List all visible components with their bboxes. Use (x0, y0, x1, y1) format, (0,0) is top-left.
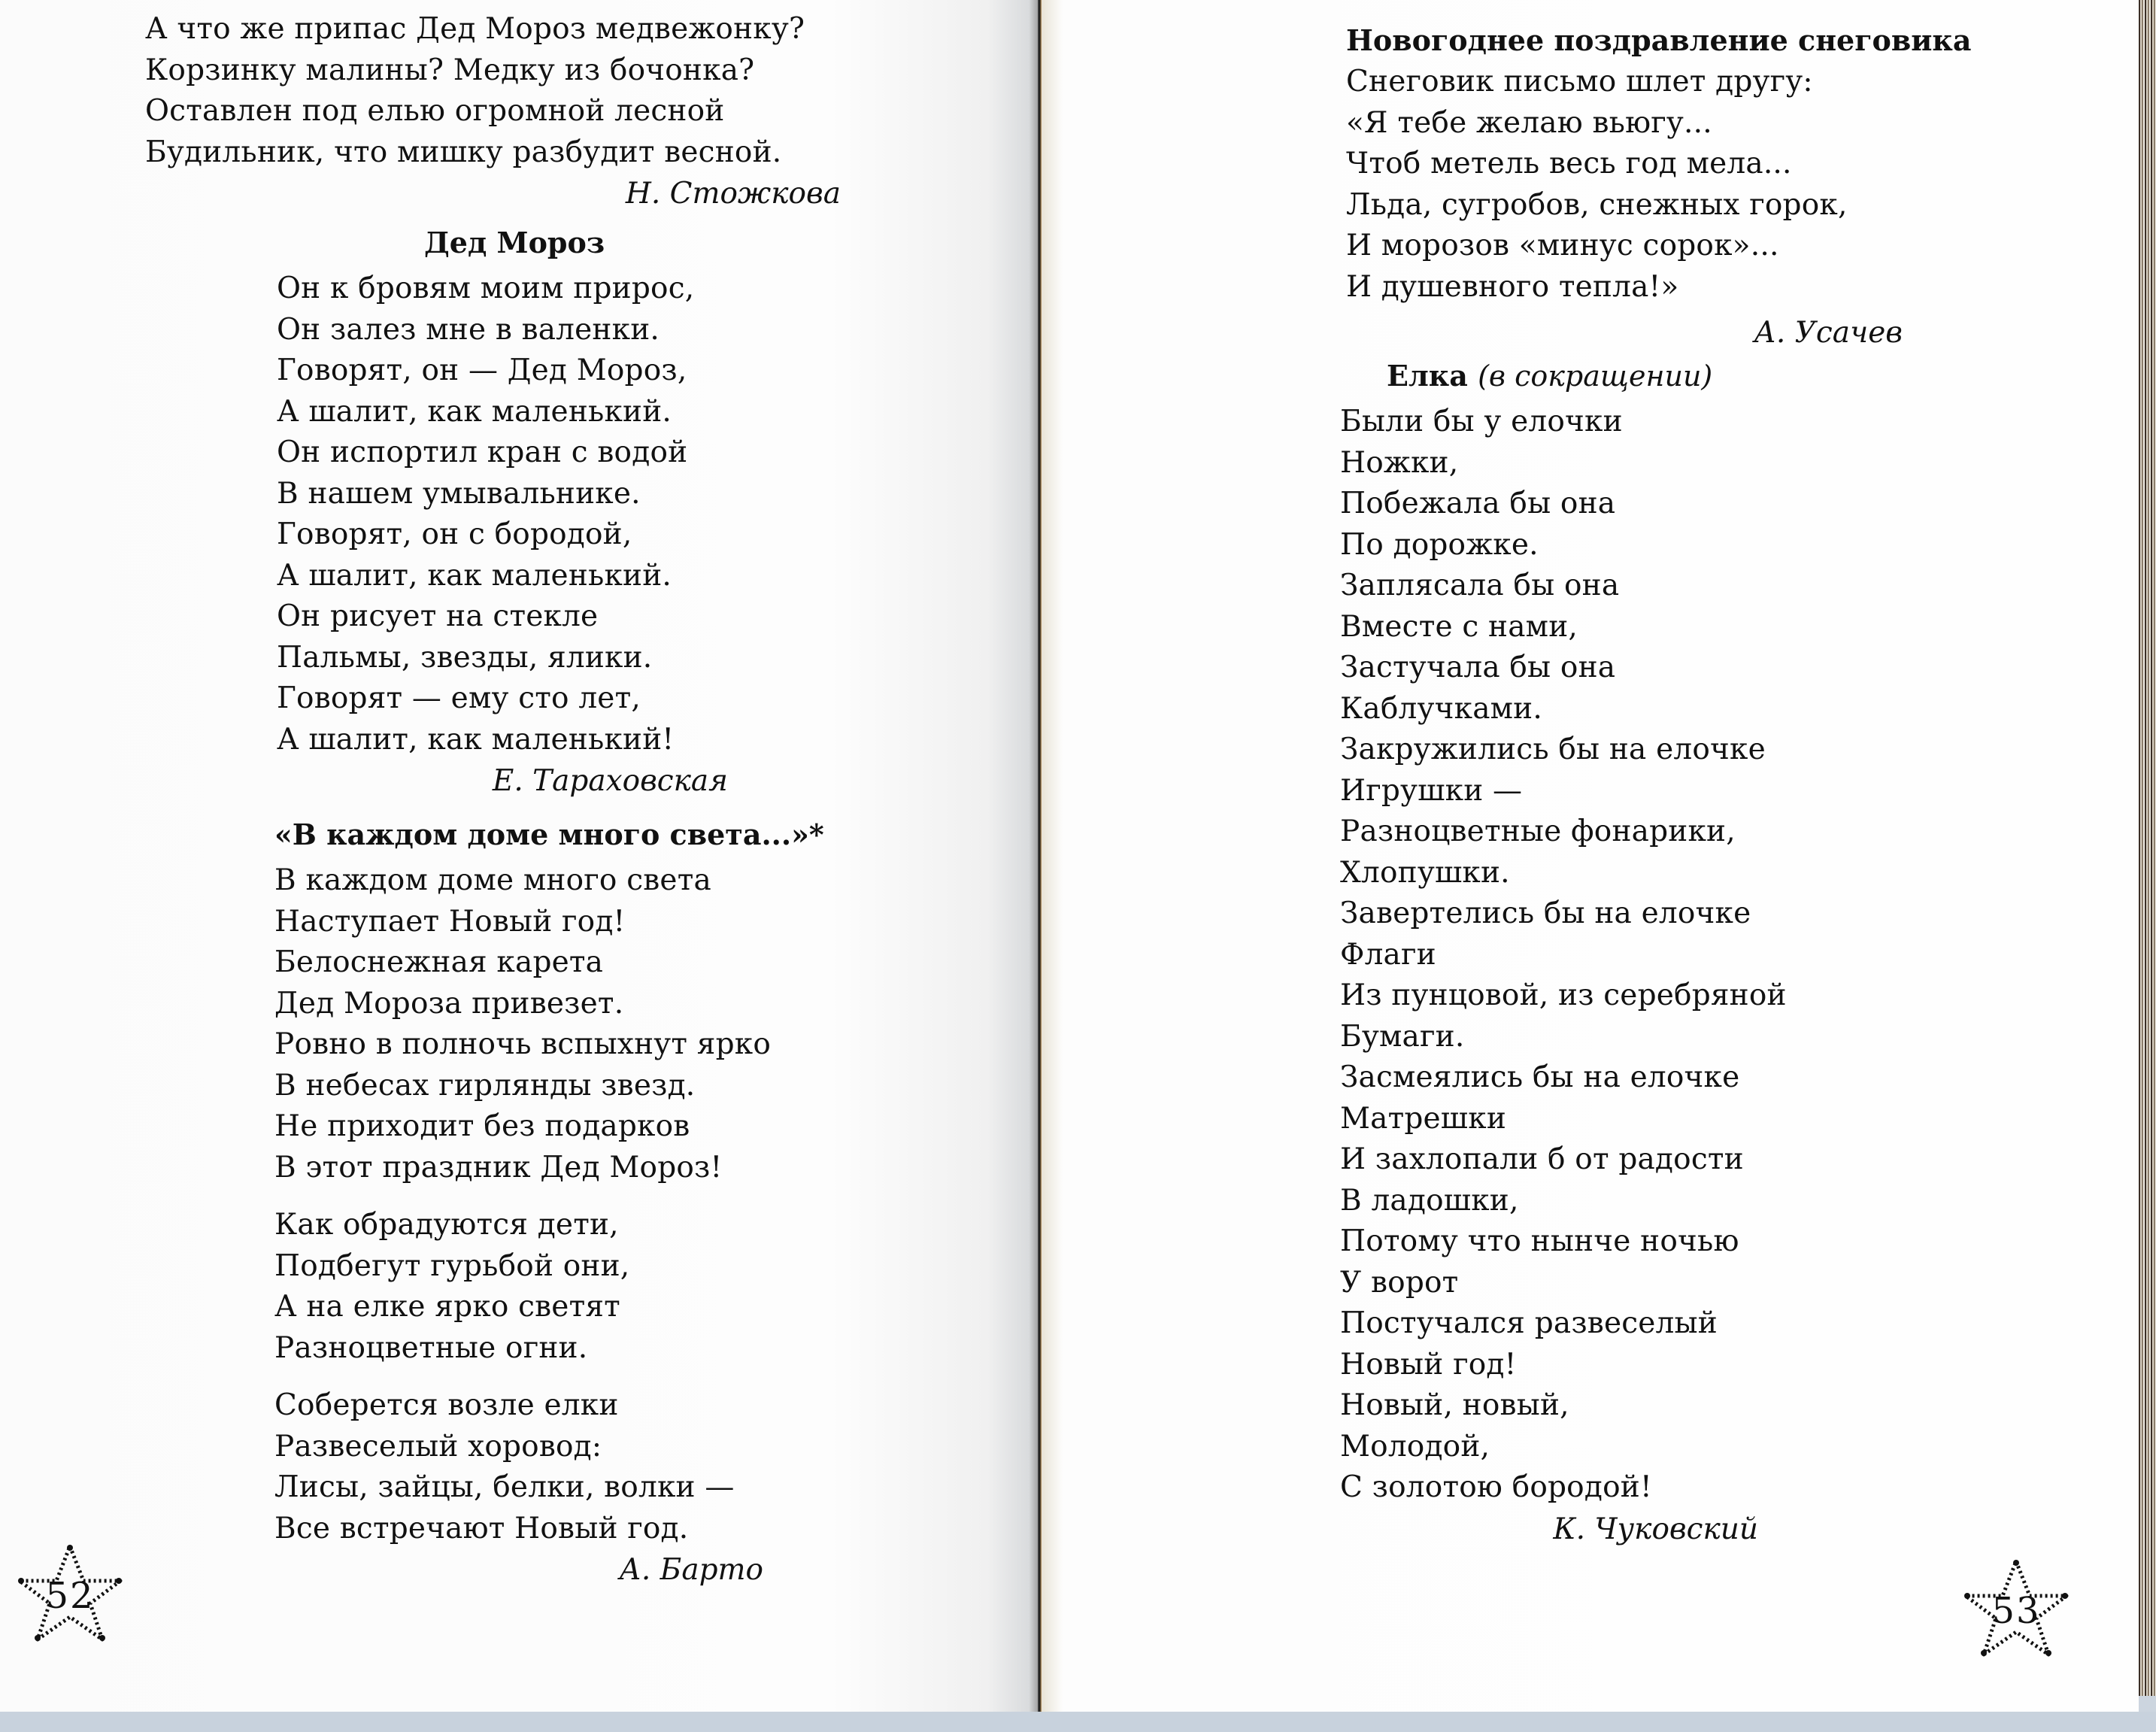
poem-line: Постучался развеселый (1340, 1306, 1718, 1340)
poem-line: «Я тебе желаю вьюгу... (1346, 105, 1712, 140)
poem-line: Будильник, что мишку разбудит весной. (145, 135, 782, 169)
poem-line: Чтоб метель весь год мела... (1346, 147, 1792, 180)
poem-line: Побежала бы она (1340, 487, 1616, 520)
poem-line: С золотою бородой! (1340, 1470, 1652, 1504)
poem-line: По дорожке. (1340, 527, 1539, 562)
poem-line: Завертелись бы на елочке (1340, 896, 1751, 930)
poem-ded-moroz (277, 222, 803, 802)
poem-title (1340, 355, 1912, 397)
poem-line: Снеговик письмо шлет другу: (1346, 65, 1813, 99)
poem-line: Вместе с нами, (1340, 609, 1578, 644)
poem-author: Н. Стожкова (625, 177, 841, 211)
poem-line: И морозов «минус сорок»... (1346, 229, 1779, 262)
poem-line: Новый год! (1340, 1347, 1517, 1382)
right-page (1041, 0, 2139, 1712)
poem-line: Были бы у елочки (1340, 405, 1623, 438)
left-page (0, 0, 1039, 1712)
poem-line: Наступает Новый год! (274, 904, 626, 939)
page-number: 52 (45, 1575, 95, 1617)
page-number: 53 (1991, 1590, 2041, 1632)
poem-snegovik (1346, 20, 1972, 354)
poem-line: В ладошки, (1340, 1183, 1519, 1218)
poem-line: Новый, новый, (1340, 1388, 1569, 1422)
poem-line: Он рисует на стекле (277, 599, 599, 633)
poem-line: Подбегут гурьбой они, (274, 1248, 630, 1283)
poem-elka (1340, 355, 1912, 1551)
poem-line: Говорят, он — Дед Мороз, (277, 353, 687, 387)
poem-line: Развеселый хоровод: (274, 1429, 602, 1464)
poem-line: Дед Мороза привезет. (274, 986, 624, 1021)
poem-line: Говорят — ему сто лет, (277, 681, 641, 715)
poem-line: И душевного тепла!» (1346, 269, 1679, 304)
poem-subtitle: (в сокращении) (1478, 359, 1713, 393)
poem-line: Все встречают Новый год. (274, 1511, 689, 1545)
poem-line: Он залез мне в валенки. (277, 312, 660, 347)
page-number-badge (14, 1542, 126, 1655)
poem-title: «В каждом доме много света...»* (274, 817, 824, 851)
poem-v-kazhdom-dome (274, 814, 846, 1591)
poem-line: Закружились бы на елочке (1340, 733, 1766, 766)
poem-line: Флаги (1340, 937, 1436, 972)
poem-line: Ровно в полночь вспыхнут ярко (274, 1027, 772, 1061)
poem-title: Новогоднее поздравление снеговика (1346, 23, 1972, 57)
poem-line: Засмеялись бы на елочке (1340, 1060, 1740, 1094)
poem-line: Разноцветные огни. (274, 1330, 588, 1365)
poem-line: А шалит, как маленький! (277, 722, 675, 757)
book-gutter (1038, 0, 1042, 1712)
poem-line: В каждом доме много света (274, 863, 711, 897)
poem-line: У ворот (1340, 1265, 1459, 1300)
poem-line: И захлопали б от радости (1340, 1142, 1744, 1176)
page-fore-edge (2139, 0, 2156, 1696)
poem-line: А шалит, как маленький. (277, 394, 672, 429)
poem-line: Ножки, (1340, 445, 1459, 480)
poem-line: Лисы, зайцы, белки, волки — (274, 1470, 735, 1504)
poem-line: Как обрадуются дети, (274, 1208, 619, 1242)
poem-line: Говорят, он с бородой, (277, 517, 632, 551)
page-number-badge (1960, 1557, 2073, 1670)
poem-line: А на елке ярко светят (274, 1290, 620, 1324)
poem-line: А что же припас Дед Мороз медвежонку? (145, 12, 805, 46)
poem-line: Белоснежная карета (274, 945, 604, 979)
poem-line: Льда, сугробов, снежных горок, (1346, 187, 1848, 222)
poem-line: Молодой, (1340, 1429, 1490, 1464)
poem-line: А шалит, как маленький. (277, 558, 672, 593)
intro-stanza (145, 9, 845, 215)
poem-line: Заплясала бы она (1340, 569, 1620, 602)
poem-line: Он испортил кран с водой (277, 435, 688, 469)
poem-title-text: Елка (1387, 359, 1468, 393)
poem-line: В небесах гирлянды звезд. (274, 1068, 696, 1103)
poem-line: В этот праздник Дед Мороз! (274, 1150, 723, 1184)
poem-line: Каблучками. (1340, 691, 1542, 726)
poem-author: А. Усачев (1754, 316, 1903, 350)
poem-author: К. Чуковский (1553, 1512, 1758, 1546)
poem-line: Бумаги. (1340, 1019, 1465, 1054)
poem-line: Застучала бы она (1340, 651, 1616, 684)
poem-line: Хлопушки. (1340, 855, 1510, 890)
poem-line: Разноцветные фонарики, (1340, 814, 1736, 848)
poem-line: Корзинку малины? Медку из бочонка? (145, 53, 755, 87)
stanza-gap (274, 1188, 846, 1205)
poem-line: Оставлен под елью огромной лесной (145, 94, 725, 128)
poem-line: Он к бровям моим прирос, (277, 271, 695, 305)
poem-line: Соберется возле елки (274, 1388, 619, 1422)
poem-line: Игрушки — (1340, 773, 1523, 808)
scan-background (0, 1712, 2156, 1732)
stanza-gap (274, 1369, 846, 1385)
poem-title: Дед Мороз (424, 226, 605, 259)
poem-line: Пальмы, звезды, ялики. (277, 640, 653, 675)
poem-author: А. Барто (619, 1553, 763, 1587)
poem-line: Потому что нынче ночью (1340, 1224, 1739, 1258)
poem-line: Матрешки (1340, 1101, 1507, 1136)
poem-line: Не приходит без подарков (274, 1109, 690, 1143)
poem-line: Из пунцовой, из серебряной (1340, 978, 1787, 1012)
poem-author: Е. Тараховская (492, 764, 728, 798)
poem-line: В нашем умывальнике. (277, 476, 641, 511)
